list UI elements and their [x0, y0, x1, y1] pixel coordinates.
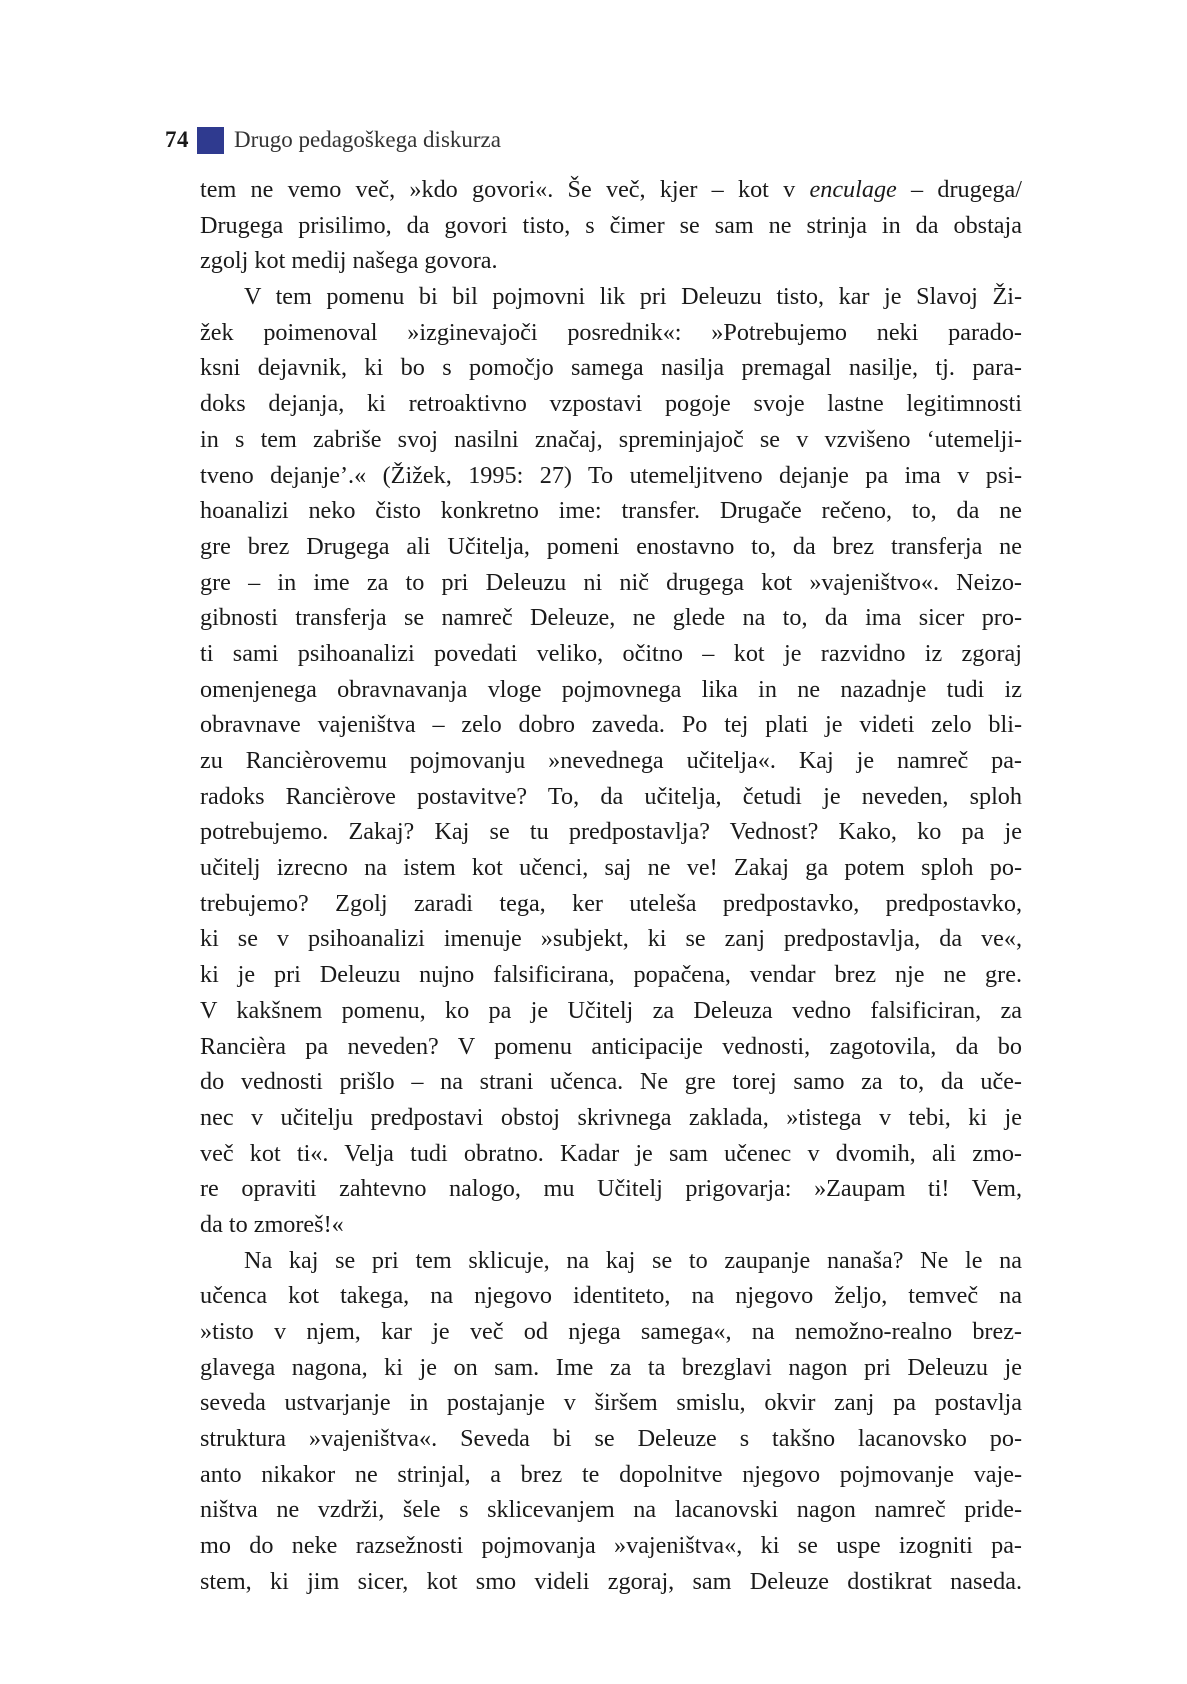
text-run: obravnave vajeništva – zelo dobro zaveda. Po tej plati je videti zelo bli-	[200, 711, 1022, 739]
text-run: V tem pomenu bi bil pojmovni lik pri Deleuzu tisto, kar je Slavoj Ži-	[244, 283, 1022, 311]
text-run: trebujemo? Zgolj zaradi tega, ker uteleša predpostavko, predpostavko,	[200, 889, 1022, 917]
text-line	[200, 529, 1022, 565]
text-run: »tisto v njem, kar je več od njega samega«, na nemožno-realno brez-	[200, 1318, 1022, 1345]
text-run: seveda ustvarjanje in postajanje v širšem smislu, okvir zanj pa postavlja	[200, 1389, 1022, 1417]
text-run: omenjenega obravnavanja vloge pojmovnega lika in ne nazadnje tudi iz	[200, 675, 1022, 703]
text-line	[200, 886, 1022, 922]
text-run: struktura »vajeništva«. Seveda bi se Deleuze s takšno lacanovsko po-	[200, 1425, 1022, 1453]
text-line	[200, 1029, 1022, 1065]
text-line	[200, 1136, 1022, 1172]
text-line	[200, 493, 1022, 529]
text-line	[200, 1171, 1022, 1207]
text-run: do vednosti prišlo – na strani učenca. Ne gre torej samo za to, da uče-	[200, 1068, 1022, 1096]
text-run: radoks Rancièrove postavitve? To, da učitelja, četudi je neveden, sploh	[200, 782, 1022, 810]
text-run: glavega nagona, ki je on sam. Ime za ta brezglavi nagon pri Deleuzu je	[200, 1353, 1022, 1381]
section-marker-square	[197, 127, 224, 154]
paragraph	[200, 279, 1022, 1243]
text-line	[200, 1528, 1022, 1564]
text-line	[200, 1385, 1022, 1421]
text-line	[200, 1314, 1022, 1350]
italic-term: enculage	[809, 176, 897, 203]
text-run: hoanalizi neko čisto konkretno ime: transfer. Drugače rečeno, to, da ne	[200, 497, 1022, 525]
text-line	[200, 921, 1022, 957]
text-run: doks dejanja, ki retroaktivno vzpostavi pogoje svoje lastne legitimnosti	[200, 390, 1022, 418]
text-run: mo do neke razsežnosti pojmovanja »vajeništva«, ki se uspe izogniti pa-	[200, 1532, 1022, 1560]
text-line	[200, 386, 1022, 422]
text-run: Rancièra pa neveden? V pomenu anticipacije vednosti, zagotovila, da bo	[200, 1032, 1022, 1060]
text-line	[200, 743, 1022, 779]
text-run: več kot ti«. Velja tudi obratno. Kadar je sam učenec v dvomih, ali zmo-	[200, 1139, 1022, 1167]
text-line	[200, 172, 1022, 208]
text-run: gre – in ime za to pri Deleuzu ni nič drugega kot »vajeništvo«. Neizo-	[200, 568, 1022, 596]
text-line	[200, 993, 1022, 1029]
text-run: – drugega/	[896, 176, 1022, 203]
text-run: da to zmoreš!«	[200, 1210, 344, 1238]
text-line	[200, 1278, 1022, 1314]
text-run: re opraviti zahtevno nalogo, mu Učitelj prigovarja: »Zaupam ti! Vem,	[200, 1175, 1022, 1203]
text-run: žek poimenoval »izginevajoči posrednik«: »Potrebujemo neki parado-	[200, 318, 1022, 346]
text-run: potrebujemo. Zakaj? Kaj se tu predpostavlja? Vednost? Kako, ko pa je	[200, 818, 1022, 846]
text-run: ti sami psihoanalizi povedati veliko, očitno – kot je razvidno iz zgoraj	[200, 639, 1022, 667]
text-run: ki se v psihoanalizi imenuje »subjekt, ki se zanj predpostavlja, da ve«,	[200, 925, 1022, 953]
text-run: V kakšnem pomenu, ko pa je Učitelj za Deleuza vedno falsificiran, za	[200, 996, 1022, 1024]
text-run: tem ne vemo več, »kdo govori«. Še več, kjer – kot v	[200, 176, 810, 203]
text-run: zu Rancièrovemu pojmovanju »nevednega učitelja«. Kaj je namreč pa-	[200, 747, 1022, 774]
text-line	[200, 1492, 1022, 1528]
text-run: nec v učitelju predpostavi obstoj skrivnega zaklada, »tistega v tebi, ki je	[200, 1103, 1022, 1131]
text-line	[200, 1064, 1022, 1100]
text-line	[200, 779, 1022, 815]
text-line	[200, 1564, 1022, 1600]
text-run: gibnosti transferja se namreč Deleuze, ne glede na to, da ima sicer pro-	[200, 604, 1022, 632]
text-run: tveno dejanje’.« (Žižek, 1995: 27) To utemeljitveno dejanje pa ima v psi-	[200, 461, 1022, 489]
text-run: učenca kot takega, na njegovo identiteto, na njegovo željo, temveč na	[200, 1282, 1022, 1310]
text-run: zgolj kot medij našega govora.	[200, 247, 498, 275]
text-line	[200, 1100, 1022, 1136]
text-line	[200, 957, 1022, 993]
text-line	[200, 707, 1022, 743]
text-line	[200, 850, 1022, 886]
text-line	[200, 350, 1022, 386]
text-run: anto nikakor ne strinjal, a brez te dopolnitve njegovo pojmovanje vaje-	[200, 1460, 1022, 1488]
text-line	[200, 279, 1022, 315]
text-run: ništva ne vzdrži, šele s sklicevanjem na lacanovski nagon namreč pride-	[200, 1496, 1022, 1524]
text-line	[200, 1421, 1022, 1457]
text-run: učitelj izrecno na istem kot učenci, saj ne ve! Zakaj ga potem sploh po-	[200, 854, 1022, 882]
text-line	[200, 208, 1022, 244]
text-line	[200, 1350, 1022, 1386]
text-line	[200, 243, 1022, 279]
text-run: Na kaj se pri tem sklicuje, na kaj se to zaupanje nanaša? Ne le na	[244, 1246, 1022, 1274]
text-line	[200, 1457, 1022, 1493]
text-line	[200, 565, 1022, 601]
text-run: Drugega prisilimo, da govori tisto, s čimer se sam ne strinja in da obstaja	[200, 211, 1022, 239]
body-text	[200, 172, 1022, 1600]
paragraph	[200, 1243, 1022, 1600]
paragraph	[200, 172, 1022, 279]
text-line	[200, 636, 1022, 672]
text-run: ki je pri Deleuzu nujno falsificirana, popačena, vendar brez nje ne gre.	[200, 961, 1022, 989]
text-line	[200, 422, 1022, 458]
text-line	[200, 315, 1022, 351]
text-line	[200, 1207, 1022, 1243]
running-header	[165, 122, 501, 158]
text-line	[200, 1243, 1022, 1279]
running-title: Drugo pedagoškega diskurza	[234, 127, 501, 152]
page-number: 74	[165, 127, 189, 152]
text-run: ksni dejavnik, ki bo s pomočjo samega nasilja premagal nasilje, tj. para-	[200, 354, 1022, 382]
text-line	[200, 600, 1022, 636]
text-line	[200, 672, 1022, 708]
text-run: stem, ki jim sicer, kot smo videli zgoraj, sam Deleuze dostikrat naseda.	[200, 1567, 1022, 1595]
text-run: in s tem zabriše svoj nasilni značaj, spreminjajoč se v vzvišeno ‘utemelji-	[200, 425, 1022, 453]
text-line	[200, 814, 1022, 850]
text-run: gre brez Drugega ali Učitelja, pomeni enostavno to, da brez transferja ne	[200, 532, 1022, 560]
text-line	[200, 458, 1022, 494]
